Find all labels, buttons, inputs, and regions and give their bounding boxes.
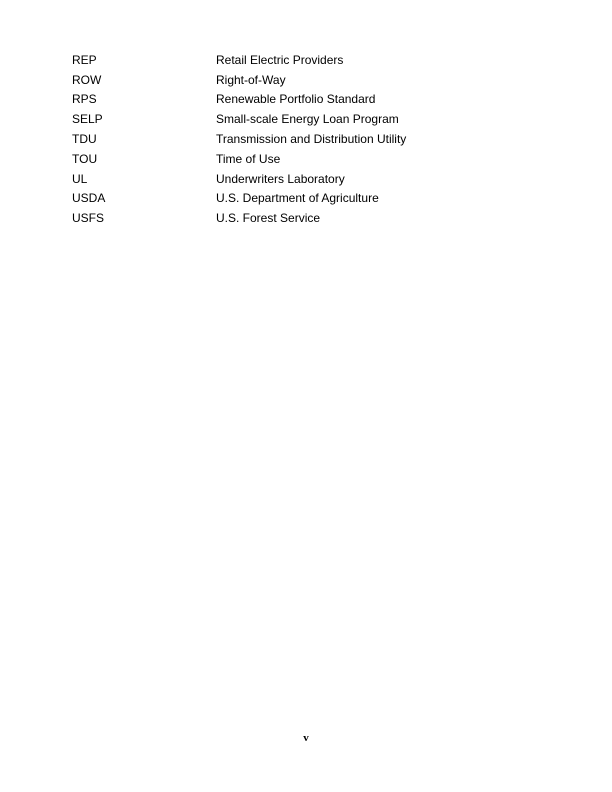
acronym-definition: Transmission and Distribution Utility [216, 132, 407, 147]
acronym-row [72, 149, 552, 169]
acronym-abbreviation: ROW [72, 72, 102, 87]
acronym-list [72, 50, 552, 228]
acronym-row [72, 50, 552, 70]
acronym-definition: Underwriters Laboratory [216, 171, 345, 186]
acronym-abbreviation: REP [72, 52, 97, 67]
acronym-abbreviation: USFS [72, 211, 105, 226]
acronym-definition: Retail Electric Providers [216, 52, 344, 67]
acronym-abbreviation: TDU [72, 132, 97, 147]
acronym-row [72, 169, 552, 189]
page-number: v [303, 732, 309, 744]
acronym-row [72, 109, 552, 129]
acronym-abbreviation: RPS [72, 92, 97, 107]
acronym-row [72, 189, 552, 209]
acronym-definition: Right-of-Way [216, 72, 286, 87]
acronym-abbreviation: TOU [72, 151, 98, 166]
acronym-definition: Time of Use [216, 151, 281, 166]
acronym-definition: U.S. Department of Agriculture [216, 191, 379, 206]
acronym-definition: Small-scale Energy Loan Program [216, 112, 399, 127]
acronym-row [72, 208, 552, 228]
acronym-definition: Renewable Portfolio Standard [216, 92, 376, 107]
acronym-row [72, 129, 552, 149]
acronym-row [72, 90, 552, 110]
acronym-row [72, 70, 552, 90]
acronym-abbreviation: USDA [72, 191, 106, 206]
acronym-abbreviation: SELP [72, 112, 103, 127]
acronym-abbreviation: UL [72, 171, 88, 186]
acronym-definition: U.S. Forest Service [216, 211, 321, 226]
